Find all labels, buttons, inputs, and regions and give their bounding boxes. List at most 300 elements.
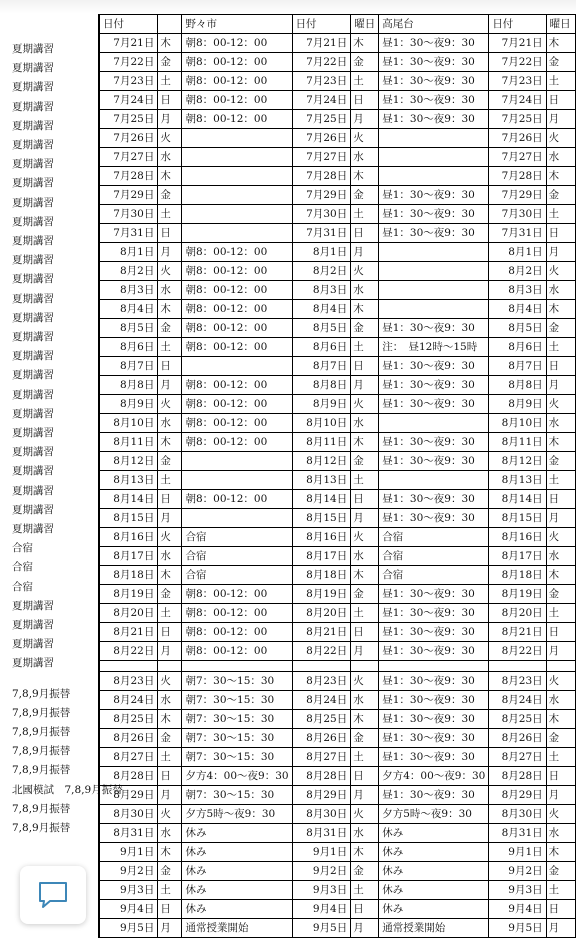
cell-date-2: 8月20日 [292, 604, 351, 623]
cell-date-1: 9月4日 [99, 900, 158, 919]
cell-date-2: 8月8日 [292, 376, 351, 395]
row-category-label: 夏期講習 [12, 177, 54, 190]
row-category-label: 合宿 [12, 580, 33, 593]
row-category-label: 夏期講習 [12, 254, 54, 267]
row-category-label: 夏期講習 [12, 369, 54, 382]
cell-takaodai-time: 注： 昼12時〜15時 [379, 338, 489, 357]
cell-weekday-3: 金 [546, 319, 575, 338]
cell-date-2: 8月1日 [292, 243, 351, 262]
cell-weekday-3: 木 [546, 300, 575, 319]
table-row [99, 710, 576, 729]
cell-nonoichi-time: 休み [182, 900, 292, 919]
cell-date-2: 8月6日 [292, 338, 351, 357]
cell-date-1: 7月29日 [99, 186, 158, 205]
cell-nonoichi-time: 朝8：00-12：00 [182, 642, 292, 661]
cell-weekday-2: 木 [351, 843, 379, 862]
table-row [99, 509, 576, 528]
cell-weekday-1: 木 [158, 843, 182, 862]
row-category-label: 7,8,9月振替 [12, 726, 71, 738]
cell-date-2: 7月26日 [292, 129, 351, 148]
table-row [99, 881, 576, 900]
cell-date-1: 7月28日 [99, 167, 158, 186]
cell-date-2: 8月12日 [292, 452, 351, 471]
cell-takaodai-time: 昼1：30〜夜9：30 [379, 205, 489, 224]
cell-takaodai-time: 昼1：30〜夜9：30 [379, 395, 489, 414]
table-row [99, 53, 576, 72]
cell-weekday-3: 木 [546, 710, 575, 729]
cell-nonoichi-time: 朝8：00-12：00 [182, 91, 292, 110]
cell-weekday-1: 土 [158, 881, 182, 900]
cell-weekday-2: 月 [351, 642, 379, 661]
cell-weekday-1: 金 [158, 862, 182, 881]
cell-weekday-2: 金 [351, 729, 379, 748]
cell-takaodai-time [379, 471, 489, 490]
cell-date-1: 8月21日 [99, 623, 158, 642]
cell-date-1: 8月2日 [99, 262, 158, 281]
cell-weekday-1: 木 [158, 710, 182, 729]
cell-weekday-3: 木 [546, 167, 575, 186]
cell-weekday-1: 金 [158, 452, 182, 471]
cell-weekday-3: 金 [546, 585, 575, 604]
header-row [99, 15, 576, 34]
cell-takaodai-time: 昼1：30〜夜9：30 [379, 490, 489, 509]
cell-date-2: 8月19日 [292, 585, 351, 604]
cell-takaodai-time [379, 148, 489, 167]
cell-date-3: 7月23日 [489, 72, 546, 91]
header-weekday-1 [158, 15, 182, 34]
cell-nonoichi-time: 朝7：30〜15：30 [182, 691, 292, 710]
cell-takaodai-time: 合宿 [379, 566, 489, 585]
cell-takaodai-time: 休み [379, 843, 489, 862]
cell-weekday-2: 土 [351, 72, 379, 91]
cell-takaodai-time [379, 300, 489, 319]
cell-date-3: 8月29日 [489, 786, 546, 805]
cell-nonoichi-time: 朝7：30〜15：30 [182, 710, 292, 729]
cell-date-1: 8月4日 [99, 300, 158, 319]
cell-date-3: 8月25日 [489, 710, 546, 729]
cell-date-3: 9月1日 [489, 843, 546, 862]
table-row [99, 843, 576, 862]
cell-weekday-2: 日 [351, 91, 379, 110]
cell-nonoichi-time: 朝8：00-12：00 [182, 604, 292, 623]
cell-takaodai-time: 合宿 [379, 547, 489, 566]
cell-nonoichi-time: 朝8：00-12：00 [182, 110, 292, 129]
cell-date-3: 8月21日 [489, 623, 546, 642]
cell-date-3: 7月21日 [489, 34, 546, 53]
cell-date-3: 8月12日 [489, 452, 546, 471]
row-category-label: 合宿 [12, 542, 33, 555]
cell-takaodai-time: 昼1：30〜夜9：30 [379, 110, 489, 129]
row-category-label: 夏期講習 [12, 484, 54, 497]
row-category-label: 7,8,9月振替 [12, 802, 71, 815]
table-row [99, 900, 576, 919]
cell-weekday-3: 月 [546, 919, 575, 938]
cell-date-1: 7月23日 [99, 72, 158, 91]
cell-date-3: 7月25日 [489, 110, 546, 129]
cell-weekday-1: 金 [158, 729, 182, 748]
cell-date-1: 7月26日 [99, 129, 158, 148]
table-row [99, 729, 576, 748]
table-row [99, 490, 576, 509]
cell-takaodai-time [379, 129, 489, 148]
cell-date-2: 8月24日 [292, 691, 351, 710]
cell-date-1: 8月7日 [99, 357, 158, 376]
cell-weekday-2: 金 [351, 862, 379, 881]
table-row [99, 471, 576, 490]
cell-date-2: 8月28日 [292, 767, 351, 786]
cell-date-1: 7月31日 [99, 224, 158, 243]
cell-weekday-1: 木 [158, 566, 182, 585]
cell-weekday-1: 土 [158, 72, 182, 91]
cell-weekday-2: 火 [351, 262, 379, 281]
cell-weekday-3: 木 [546, 566, 575, 585]
row-category-label: 夏期講習 [12, 196, 54, 209]
cell-weekday-2: 木 [351, 167, 379, 186]
table-row [99, 862, 576, 881]
cell-takaodai-time: 昼1：30〜夜9：30 [379, 357, 489, 376]
cell-takaodai-time: 昼1：30〜夜9：30 [379, 748, 489, 767]
cell-weekday-1: 木 [158, 433, 182, 452]
cell-takaodai-time: 休み [379, 824, 489, 843]
cell-date-3: 8月2日 [489, 262, 546, 281]
cell-nonoichi-time [182, 452, 292, 471]
cell-date-1: 8月8日 [99, 376, 158, 395]
table-row [99, 824, 576, 843]
cell-date-2: 8月25日 [292, 710, 351, 729]
cell-weekday-3: 火 [546, 805, 575, 824]
cell-weekday-2: 木 [351, 566, 379, 585]
cell-date-2: 7月29日 [292, 186, 351, 205]
cell-weekday-2: 火 [351, 528, 379, 547]
cell-weekday-3: 土 [546, 881, 575, 900]
cell-weekday-1: 火 [158, 262, 182, 281]
cell-weekday-1: 火 [158, 129, 182, 148]
cell-weekday-1: 土 [158, 471, 182, 490]
cell-nonoichi-time: 朝7：30〜15：30 [182, 748, 292, 767]
cell-weekday-3: 水 [546, 824, 575, 843]
cell-weekday-2: 金 [351, 53, 379, 72]
chat-button[interactable] [20, 866, 86, 924]
row-category-label: 夏期講習 [12, 446, 54, 459]
cell-takaodai-time: 昼1：30〜夜9：30 [379, 672, 489, 691]
cell-nonoichi-time: 夕方5時〜夜9：30 [182, 805, 292, 824]
cell-nonoichi-time: 朝8：00-12：00 [182, 414, 292, 433]
cell-takaodai-time: 昼1：30〜夜9：30 [379, 786, 489, 805]
cell-date-1: 8月23日 [99, 672, 158, 691]
cell-date-3: 7月24日 [489, 91, 546, 110]
cell-date-1: 8月22日 [99, 642, 158, 661]
cell-weekday-2: 木 [351, 433, 379, 452]
cell-weekday-2: 土 [351, 471, 379, 490]
cell-date-1: 9月3日 [99, 881, 158, 900]
cell-takaodai-time: 合宿 [379, 528, 489, 547]
cell-date-2: 8月30日 [292, 805, 351, 824]
row-category-label: 7,8,9月振替 [12, 764, 71, 777]
cell-date-3: 7月31日 [489, 224, 546, 243]
cell-nonoichi-time: 休み [182, 824, 292, 843]
cell-weekday-2: 月 [351, 509, 379, 528]
cell-weekday-1: 金 [158, 585, 182, 604]
table-row [99, 767, 576, 786]
cell-nonoichi-time [182, 205, 292, 224]
cell-weekday-3: 金 [546, 862, 575, 881]
cell-date-3: 8月30日 [489, 805, 546, 824]
cell-date-1: 8月30日 [99, 805, 158, 824]
cell-date-1: 8月9日 [99, 395, 158, 414]
cell-date-1: 8月16日 [99, 528, 158, 547]
cell-date-2: 7月25日 [292, 110, 351, 129]
cell-weekday-2: 土 [351, 748, 379, 767]
cell-weekday-1: 月 [158, 376, 182, 395]
cell-weekday-3: 金 [546, 452, 575, 471]
cell-takaodai-time: 昼1：30〜夜9：30 [379, 452, 489, 471]
cell-date-2: 8月18日 [292, 566, 351, 585]
row-category-label: 夏期講習 [12, 215, 54, 228]
cell-weekday-1: 日 [158, 767, 182, 786]
cell-weekday-2: 日 [351, 224, 379, 243]
cell-date-3: 8月14日 [489, 490, 546, 509]
cell-weekday-3: 火 [546, 262, 575, 281]
cell-nonoichi-time: 朝7：30〜15：30 [182, 672, 292, 691]
cell-weekday-1: 土 [158, 338, 182, 357]
table-row [99, 547, 576, 566]
header-date-2: 日付 [292, 15, 351, 34]
cell-date-2: 8月13日 [292, 471, 351, 490]
chat-bubble-icon [37, 880, 69, 910]
cell-weekday-3: 木 [546, 34, 575, 53]
cell-date-3: 8月22日 [489, 642, 546, 661]
cell-weekday-2: 月 [351, 243, 379, 262]
cell-weekday-3: 土 [546, 604, 575, 623]
cell-weekday-3: 火 [546, 395, 575, 414]
cell-weekday-2: 月 [351, 786, 379, 805]
table-row [99, 338, 576, 357]
row-category-label: 夏期講習 [12, 599, 54, 612]
table-row [99, 433, 576, 452]
cell-nonoichi-time: 朝8：00-12：00 [182, 433, 292, 452]
row-category-label: 夏期講習 [12, 235, 54, 247]
cell-weekday-1: 月 [158, 919, 182, 938]
row-category-label: 夏期講習 [12, 311, 54, 324]
cell-weekday-1: 土 [158, 748, 182, 767]
cell-date-1: 8月11日 [99, 433, 158, 452]
cell-takaodai-time: 昼1：30〜夜9：30 [379, 642, 489, 661]
cell-date-3: 8月15日 [489, 509, 546, 528]
cell-nonoichi-time: 朝8：00-12：00 [182, 262, 292, 281]
table-row [99, 91, 576, 110]
cell-date-1: 8月17日 [99, 547, 158, 566]
cell-weekday-1: 月 [158, 509, 182, 528]
table-row [99, 357, 576, 376]
cell-weekday-3: 金 [546, 53, 575, 72]
table-row [99, 414, 576, 433]
table-row [99, 300, 576, 319]
cell-date-3: 9月4日 [489, 900, 546, 919]
cell-date-1: 8月15日 [99, 509, 158, 528]
cell-date-1: 8月5日 [99, 319, 158, 338]
cell-weekday-1: 火 [158, 528, 182, 547]
cell-nonoichi-time: 合宿 [182, 528, 292, 547]
table-row [99, 224, 576, 243]
cell-takaodai-time [379, 167, 489, 186]
cell-nonoichi-time: 夕方4：00〜夜9：30 [182, 767, 292, 786]
cell-date-1: 7月24日 [99, 91, 158, 110]
cell-date-1: 8月27日 [99, 748, 158, 767]
table-row [99, 805, 576, 824]
row-category-label: 夏期講習 [12, 119, 54, 132]
cell-date-3: 7月26日 [489, 129, 546, 148]
cell-nonoichi-time [182, 224, 292, 243]
cell-date-2: 8月2日 [292, 262, 351, 281]
cell-date-3: 8月10日 [489, 414, 546, 433]
cell-date-3: 7月28日 [489, 167, 546, 186]
cell-nonoichi-time: 朝8：00-12：00 [182, 281, 292, 300]
cell-nonoichi-time: 朝8：00-12：00 [182, 34, 292, 53]
table-row [99, 566, 576, 585]
cell-weekday-1: 月 [158, 786, 182, 805]
row-category-label: 7,8,9月振替 [12, 706, 71, 719]
cell-date-3: 8月11日 [489, 433, 546, 452]
cell-date-2: 7月27日 [292, 148, 351, 167]
cell-weekday-3: 月 [546, 243, 575, 262]
row-category-label: 夏期講習 [12, 81, 54, 94]
cell-date-1: 8月13日 [99, 471, 158, 490]
cell-takaodai-time [379, 262, 489, 281]
cell-takaodai-time: 昼1：30〜夜9：30 [379, 623, 489, 642]
cell-takaodai-time: 昼1：30〜夜9：30 [379, 710, 489, 729]
table-row [99, 691, 576, 710]
cell-nonoichi-time: 朝8：00-12：00 [182, 623, 292, 642]
cell-nonoichi-time: 朝8：00-12：00 [182, 72, 292, 91]
cell-weekday-1: 金 [158, 53, 182, 72]
cell-weekday-1: 木 [158, 167, 182, 186]
table-row [99, 148, 576, 167]
table-row [99, 919, 576, 938]
row-category-label: 夏期講習 [12, 273, 54, 286]
cell-weekday-2: 金 [351, 186, 379, 205]
cell-weekday-2: 日 [351, 490, 379, 509]
cell-date-1: 8月28日 [99, 767, 158, 786]
cell-date-3: 8月3日 [489, 281, 546, 300]
cell-date-3: 8月24日 [489, 691, 546, 710]
cell-weekday-3: 月 [546, 642, 575, 661]
table-row [99, 585, 576, 604]
cell-weekday-1: 火 [158, 395, 182, 414]
cell-weekday-1: 水 [158, 547, 182, 566]
cell-nonoichi-time: 朝8：00-12：00 [182, 395, 292, 414]
cell-weekday-3: 金 [546, 729, 575, 748]
cell-takaodai-time [379, 661, 489, 672]
cell-date-2: 7月21日 [292, 34, 351, 53]
cell-weekday-3: 水 [546, 691, 575, 710]
cell-weekday-3: 火 [546, 129, 575, 148]
cell-takaodai-time: 昼1：30〜夜9：30 [379, 186, 489, 205]
cell-weekday-2: 日 [351, 900, 379, 919]
cell-date-2: 8月22日 [292, 642, 351, 661]
cell-date-1: 8月6日 [99, 338, 158, 357]
cell-date-2: 8月17日 [292, 547, 351, 566]
cell-date-2: 7月30日 [292, 205, 351, 224]
cell-takaodai-time [379, 243, 489, 262]
cell-takaodai-time: 昼1：30〜夜9：30 [379, 585, 489, 604]
cell-weekday-2: 日 [351, 767, 379, 786]
row-category-label: 夏期講習 [12, 62, 54, 75]
table-row [99, 642, 576, 661]
cell-weekday-1: 水 [158, 414, 182, 433]
cell-date-2: 8月31日 [292, 824, 351, 843]
cell-weekday-3: 土 [546, 338, 575, 357]
cell-weekday-1: 土 [158, 205, 182, 224]
cell-weekday-3: 日 [546, 490, 575, 509]
cell-takaodai-time: 休み [379, 900, 489, 919]
table-row [99, 452, 576, 471]
row-category-label: 夏期講習 [12, 657, 54, 670]
cell-weekday-1: 日 [158, 91, 182, 110]
cell-weekday-1: 日 [158, 224, 182, 243]
cell-date-1: 7月27日 [99, 148, 158, 167]
cell-date-1: 8月26日 [99, 729, 158, 748]
table-row [99, 672, 576, 691]
cell-date-2: 8月29日 [292, 786, 351, 805]
cell-date-3: 8月4日 [489, 300, 546, 319]
cell-nonoichi-time: 朝8：00-12：00 [182, 585, 292, 604]
cell-weekday-3: 水 [546, 281, 575, 300]
cell-date-2: 8月3日 [292, 281, 351, 300]
cell-weekday-3: 月 [546, 786, 575, 805]
cell-date-3: 8月17日 [489, 547, 546, 566]
cell-weekday-2: 日 [351, 623, 379, 642]
row-category-label: 7,8,9月振替 [12, 822, 71, 834]
cell-nonoichi-time: 朝8：00-12：00 [182, 490, 292, 509]
cell-date-3: 8月26日 [489, 729, 546, 748]
cell-nonoichi-time [182, 167, 292, 186]
cell-weekday-3: 木 [546, 843, 575, 862]
cell-nonoichi-time: 朝8：00-12：00 [182, 300, 292, 319]
table-row [99, 395, 576, 414]
row-category-label: 夏期講習 [12, 43, 54, 55]
cell-date-1: 8月29日 [99, 786, 158, 805]
cell-takaodai-time: 昼1：30〜夜9：30 [379, 433, 489, 452]
cell-date-2: 9月2日 [292, 862, 351, 881]
cell-weekday-2: 月 [351, 110, 379, 129]
cell-date-3: 8月20日 [489, 604, 546, 623]
cell-nonoichi-time [182, 661, 292, 672]
header-weekday-3: 曜日 [546, 15, 575, 34]
cell-date-2: 8月9日 [292, 395, 351, 414]
cell-date-1: 8月24日 [99, 691, 158, 710]
cell-weekday-3: 日 [546, 900, 575, 919]
cell-weekday-1: 火 [158, 672, 182, 691]
cell-date-1: 8月19日 [99, 585, 158, 604]
cell-date-1: 8月10日 [99, 414, 158, 433]
cell-weekday-1: 土 [158, 604, 182, 623]
cell-weekday-1: 水 [158, 691, 182, 710]
cell-date-1: 8月12日 [99, 452, 158, 471]
cell-date-1: 9月2日 [99, 862, 158, 881]
schedule-table [98, 14, 576, 938]
cell-weekday-3: 日 [546, 623, 575, 642]
cell-date-1: 7月25日 [99, 110, 158, 129]
cell-weekday-2: 水 [351, 547, 379, 566]
cell-weekday-3: 火 [546, 528, 575, 547]
cell-date-2: 7月31日 [292, 224, 351, 243]
cell-date-2: 7月24日 [292, 91, 351, 110]
cell-takaodai-time: 昼1：30〜夜9：30 [379, 691, 489, 710]
cell-weekday-1: 水 [158, 824, 182, 843]
cell-takaodai-time [379, 414, 489, 433]
cell-takaodai-time: 昼1：30〜夜9：30 [379, 91, 489, 110]
table-row [99, 110, 576, 129]
